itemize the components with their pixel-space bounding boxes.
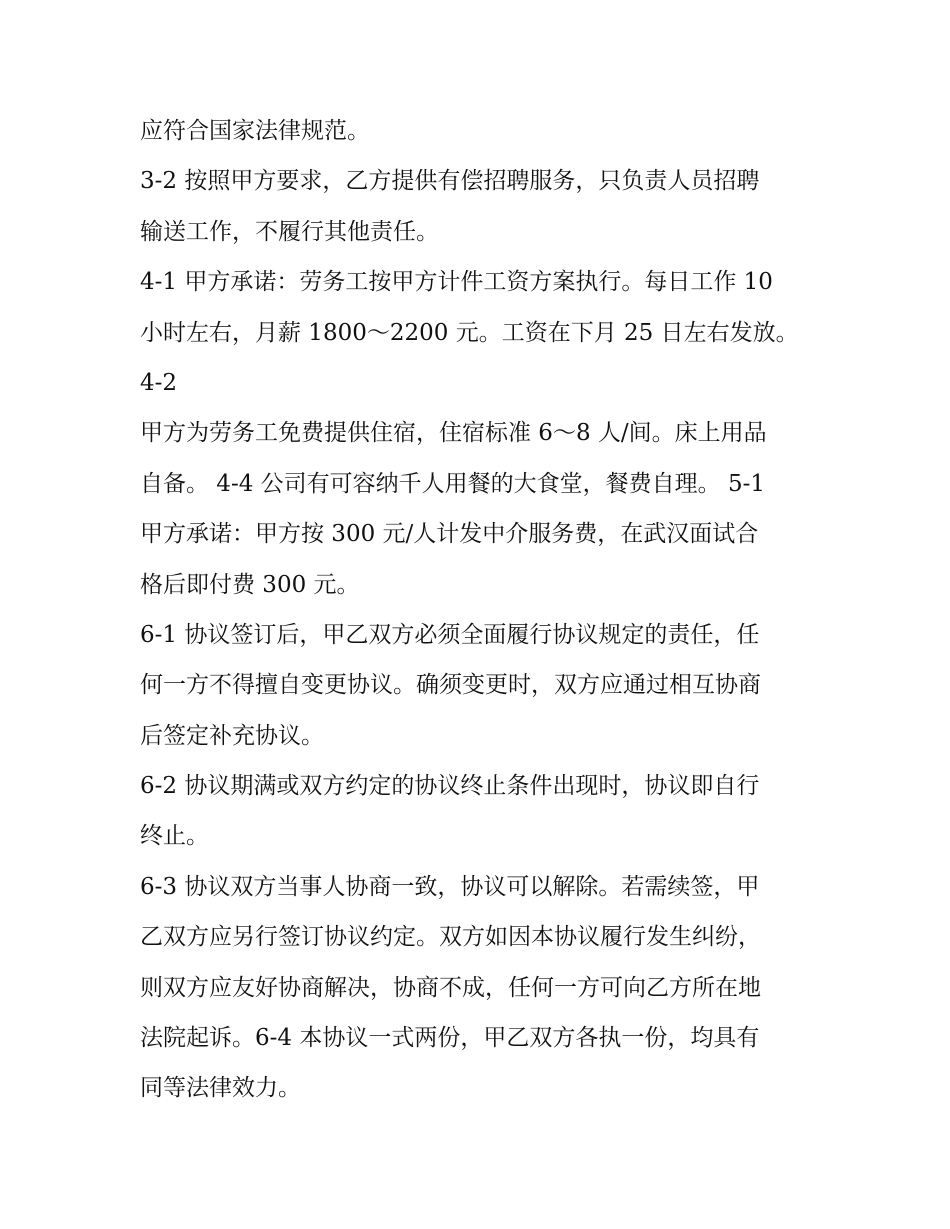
text-line: 输送工作，不履行其他责任。: [140, 218, 439, 245]
paragraph-6-1: [140, 610, 830, 761]
text-line: 4-2: [140, 369, 178, 396]
paragraph-6-2: [140, 761, 830, 862]
text-line: 甲方承诺：甲方按 300 元/人计发中介服务费，在武汉面试合: [140, 521, 759, 548]
text-line: 何一方不得擅自变更协议。确须变更时，双方应通过相互协商: [140, 672, 761, 699]
paragraph-3-2: [140, 156, 830, 257]
text-line: 自备。 4-4 公司有可容纳千人用餐的大食堂，餐费自理。 5-1: [140, 470, 766, 497]
paragraph-6-3: [140, 862, 830, 1114]
paragraph-4-2: [140, 408, 830, 610]
text-line: 同等法律效力。: [140, 1075, 301, 1102]
text-line: 格后即付费 300 元。: [140, 571, 360, 598]
text-line: 后签定补充协议。: [140, 722, 324, 749]
text-line: 则双方应友好协商解决，协商不成，任何一方可向乙方所在地: [140, 974, 761, 1001]
text-line: 6-1 协议签订后，甲乙双方必须全面履行协议规定的责任，任: [140, 621, 760, 648]
text-line: 法院起诉。6-4 本协议一式两份，甲乙双方各执一份，均具有: [140, 1025, 760, 1052]
text-line: 终止。: [140, 823, 209, 850]
paragraph-4-1: [140, 257, 830, 408]
paragraph-intro: [140, 106, 830, 156]
text-line: 6-3 协议双方当事人协商一致，协议可以解除。若需续签，甲: [140, 873, 760, 900]
text-line: 应符合国家法律规范。: [140, 118, 370, 144]
text-line: 4-1 甲方承诺：劳务工按甲方计件工资方案执行。每日工作 10: [140, 269, 773, 296]
text-line: 6-2 协议期满或双方约定的协议终止条件出现时，协议即自行: [140, 773, 760, 800]
text-line: 甲方为劳务工免费提供住宿，住宿标准 6～8 人/间。床上用品: [140, 420, 767, 447]
text-line: 乙双方应另行签订协议约定。双方如因本协议履行发生纠纷，: [140, 924, 761, 951]
text-line: 3-2 按照甲方要求，乙方提供有偿招聘服务，只负责人员招聘: [140, 168, 760, 195]
text-line: 小时左右，月薪 1800～2200 元。工资在下月 25 日左右发放。: [140, 319, 799, 346]
document-body: [140, 106, 830, 1114]
